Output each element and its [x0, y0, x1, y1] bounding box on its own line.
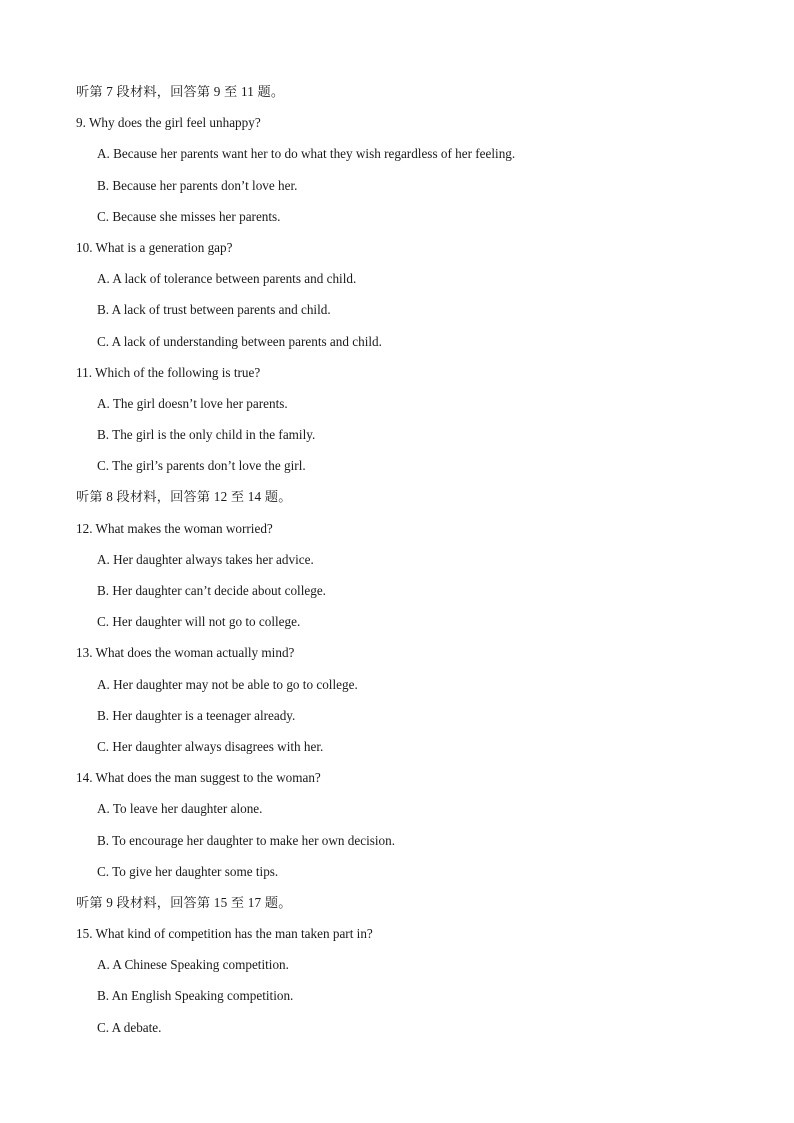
question-15-option-b: B. An English Speaking competition. — [97, 988, 294, 1004]
question-12-option-c: C. Her daughter will not go to college. — [97, 614, 301, 630]
question-9-option-c: C. Because she misses her parents. — [97, 208, 281, 224]
question-14: 14. What does the man suggest to the woman? — [76, 770, 321, 786]
question-13: 13. What does the woman actually mind? — [76, 645, 295, 661]
question-9: 9. Why does the girl feel unhappy? — [76, 115, 261, 131]
question-10-option-b: B. A lack of trust between parents and child. — [97, 302, 331, 318]
question-11-option-a: A. The girl doesn’t love her parents. — [97, 395, 288, 411]
question-15-option-c: C. A debate. — [97, 1019, 162, 1035]
question-15-option-a: A. A Chinese Speaking competition. — [97, 957, 289, 973]
question-14-option-a: A. To leave her daughter alone. — [97, 801, 263, 817]
question-13-option-c: C. Her daughter always disagrees with her. — [97, 738, 324, 754]
question-10: 10. What is a generation gap? — [76, 239, 233, 255]
question-14-option-c: C. To give her daughter some tips. — [97, 863, 279, 879]
section-heading: 听第 9 段材料，回答第 15 至 17 题。 — [76, 894, 292, 910]
question-13-option-b: B. Her daughter is a teenager already. — [97, 707, 296, 723]
section-heading: 听第 8 段材料，回答第 12 至 14 题。 — [76, 489, 292, 505]
question-12-option-b: B. Her daughter can’t decide about college. — [97, 583, 326, 598]
listening-questions — [76, 80, 736, 1047]
question-11: 11. Which of the following is true? — [76, 364, 261, 380]
question-15: 15. What kind of competition has the man taken part in? — [76, 926, 373, 942]
section-heading: 听第 7 段材料，回答第 9 至 11 题。 — [76, 84, 285, 99]
question-9-option-b: B. Because her parents don’t love her. — [97, 177, 298, 193]
question-12: 12. What makes the woman worried? — [76, 520, 273, 536]
question-14-option-b: B. To encourage her daughter to make her own decision. — [97, 832, 396, 848]
question-10-option-a: A. A lack of tolerance between parents and child. — [97, 271, 357, 287]
question-13-option-a: A. Her daughter may not be able to go to college. — [97, 676, 358, 692]
question-11-option-b: B. The girl is the only child in the family. — [97, 427, 316, 443]
question-9-option-a: A. Because her parents want her to do what they wish regardless of her feeling. — [97, 146, 516, 162]
question-10-option-c: C. A lack of understanding between parents and child. — [97, 333, 382, 349]
question-12-option-a: A. Her daughter always takes her advice. — [97, 551, 314, 567]
question-11-option-c: C. The girl’s parents don’t love the girl. — [97, 458, 306, 474]
